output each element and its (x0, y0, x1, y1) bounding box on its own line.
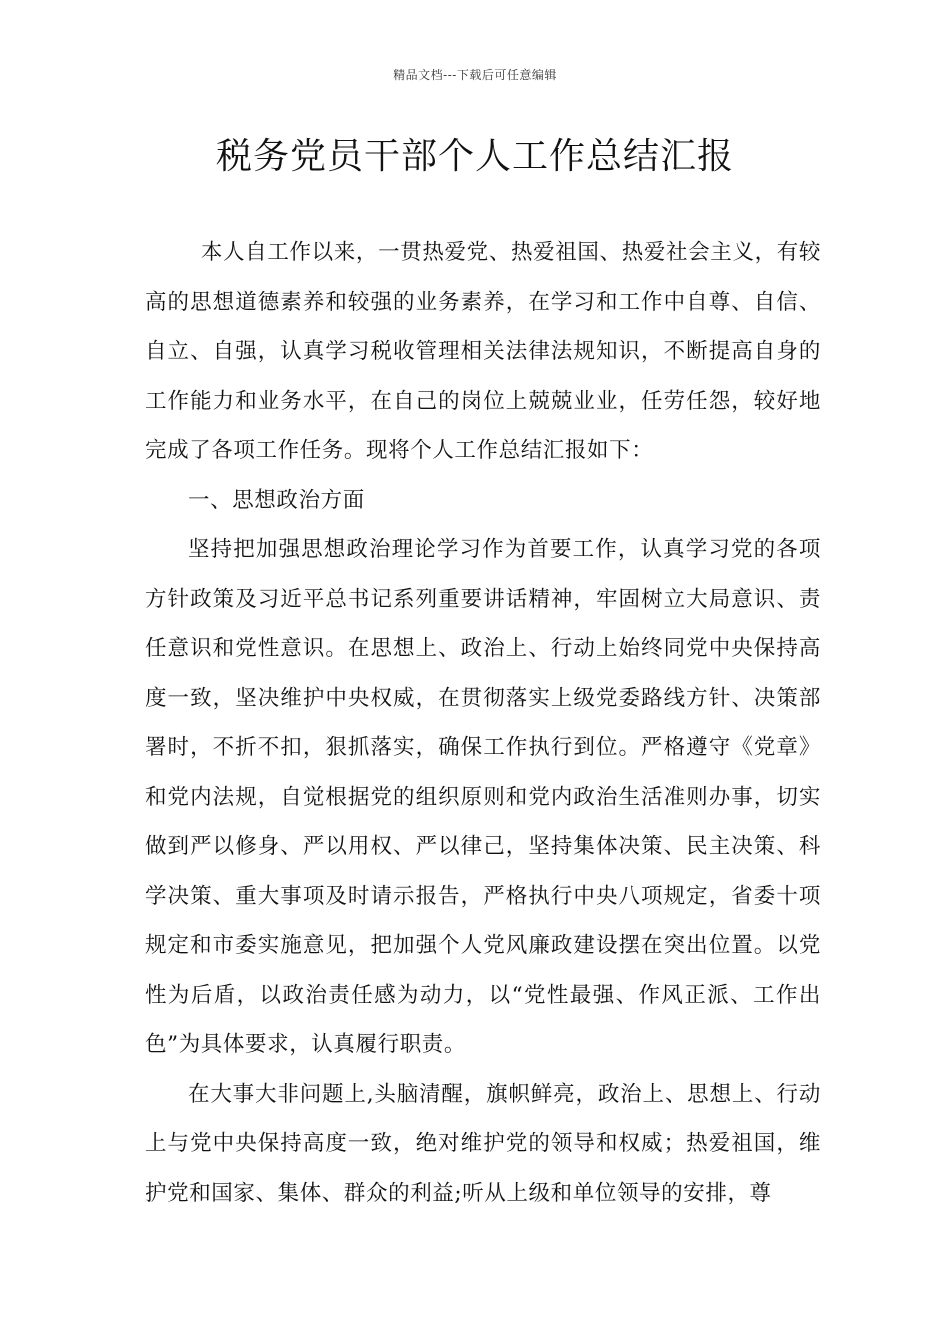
document-title: 税务党员干部个人工作总结汇报 (215, 136, 734, 177)
intro-paragraph: 本人自工作以来，一贯热爱党、热爱祖国、热爱社会主义，有较高的思想道德素养和较强的业务素养，在学习和工作中自尊、自信、自立、自强，认真学习税收管理相关法律法规知识，不断提高自身的工作能力和业务水平，在自己的岗位上兢兢业业，任劳任怨，较好地完成了各项工作任务。现将个人工作总结汇报如下： (145, 240, 821, 463)
section-heading-ideology: 一、思想政治方面 (188, 487, 365, 513)
body-paragraph: 坚持把加强思想政治理论学习作为首要工作，认真学习党的各项方针政策及习近平总书记系列重要讲话精神，牢固树立大局意识、责任意识和党性意识。在思想上、政治上、行动上始终同党中央保持高度一致，坚决维护中央权威，在贯彻落实上级党委路线方针、决策部署时，不折不扣，狠抓落实，确保工作执行到位。严格遵守《党章》和党内法规，自觉根据党的组织原则和党内政治生活准则办事，切实做到严以修身、严以用权、严以律己，坚持集体决策、民主决策、科学决策、重大事项及时请示报告，严格执行中央八项规定，省委十项规定和市委实施意见，把加强个人党风廉政建设摆在突出位置。以党性为后盾，以政治责任感为动力，以“党性最强、作风正派、工作出色”为具体要求，认真履行职责。 (145, 537, 821, 1057)
body-paragraph: 在大事大非问题上,头脑清醒，旗帜鲜亮，政治上、思想上、行动上与党中央保持高度一致，绝对维护党的领导和权威；热爱祖国，维护党和国家、集体、群众的利益;听从上级和单位领导的安排，尊 (145, 1081, 821, 1206)
document-body (145, 228, 821, 1218)
header-note: 精品文档---下载后可任意编辑 (393, 68, 557, 82)
